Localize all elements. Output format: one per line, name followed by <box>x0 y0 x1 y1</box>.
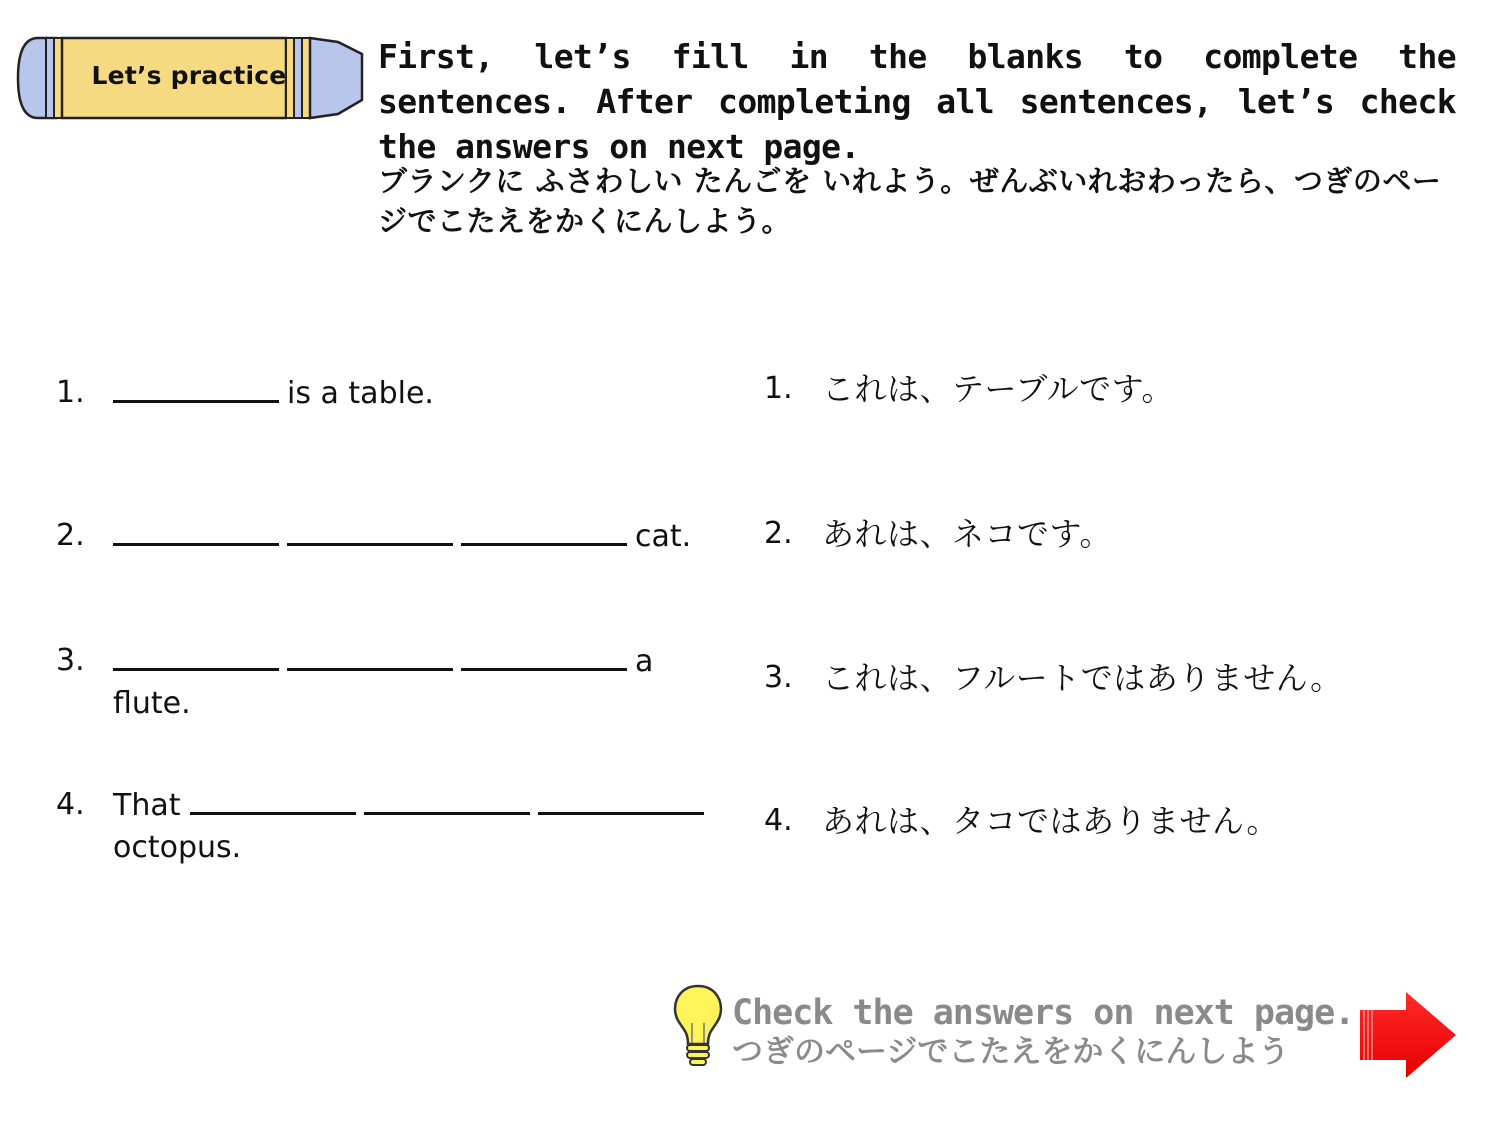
instructions <box>378 34 1456 241</box>
lets-practice-badge <box>16 36 366 120</box>
sentence-text: a <box>635 644 654 679</box>
next-page-button[interactable] <box>1358 990 1460 1080</box>
japanese-sentence: これは、フルートではありません。 <box>822 659 1343 697</box>
next-page-hint <box>732 992 1354 1070</box>
sentence-text: is a table. <box>287 376 434 411</box>
instruction-english: First, let’s fill in the blanks to complete the sentences. After completing all sentences, let’s check the answers on next page. <box>378 37 1456 166</box>
sentence-text: That <box>113 788 181 823</box>
exercise-number: 1. <box>56 375 85 410</box>
right-arrow-icon <box>1358 990 1460 1080</box>
answer-blank[interactable] <box>538 784 704 815</box>
hint-japanese: つぎのページでこたえをかくにんしよう <box>732 1034 1290 1070</box>
japanese-sentence: これは、テーブルです。 <box>822 370 1175 408</box>
answer-blank[interactable] <box>364 784 530 815</box>
exercise-number: 3. <box>56 643 85 678</box>
sentence-continuation: flute. <box>113 686 191 721</box>
answer-blank[interactable] <box>287 640 453 671</box>
sentence-text: cat. <box>635 519 692 554</box>
instruction-japanese: ブランクに ふさわしい たんごを いれよう。ぜんぶいれおわったら、つぎのページでこたえをかくにんしよう。 <box>378 164 1442 238</box>
exercise-number: 4. <box>764 803 793 838</box>
sentence-continuation: octopus. <box>113 830 242 865</box>
exercise-number: 4. <box>56 787 85 822</box>
exercise-number: 2. <box>56 518 85 553</box>
answer-blank[interactable] <box>113 372 279 403</box>
answer-blank[interactable] <box>461 640 627 671</box>
badge-label: Let’s practice <box>91 61 287 90</box>
answer-blank[interactable] <box>113 515 279 546</box>
answer-blank[interactable] <box>287 515 453 546</box>
answer-blank[interactable] <box>190 784 356 815</box>
japanese-sentence: あれは、ネコです。 <box>822 515 1112 553</box>
exercise-number: 1. <box>764 371 793 406</box>
japanese-sentence: あれは、タコではありません。 <box>822 802 1279 840</box>
hint-english: Check the answers on next page. <box>732 993 1355 1033</box>
exercise-number: 3. <box>764 660 793 695</box>
exercise-number: 2. <box>764 516 793 551</box>
answer-blank[interactable] <box>461 515 627 546</box>
lightbulb-icon <box>672 983 724 1069</box>
answer-blank[interactable] <box>113 640 279 671</box>
